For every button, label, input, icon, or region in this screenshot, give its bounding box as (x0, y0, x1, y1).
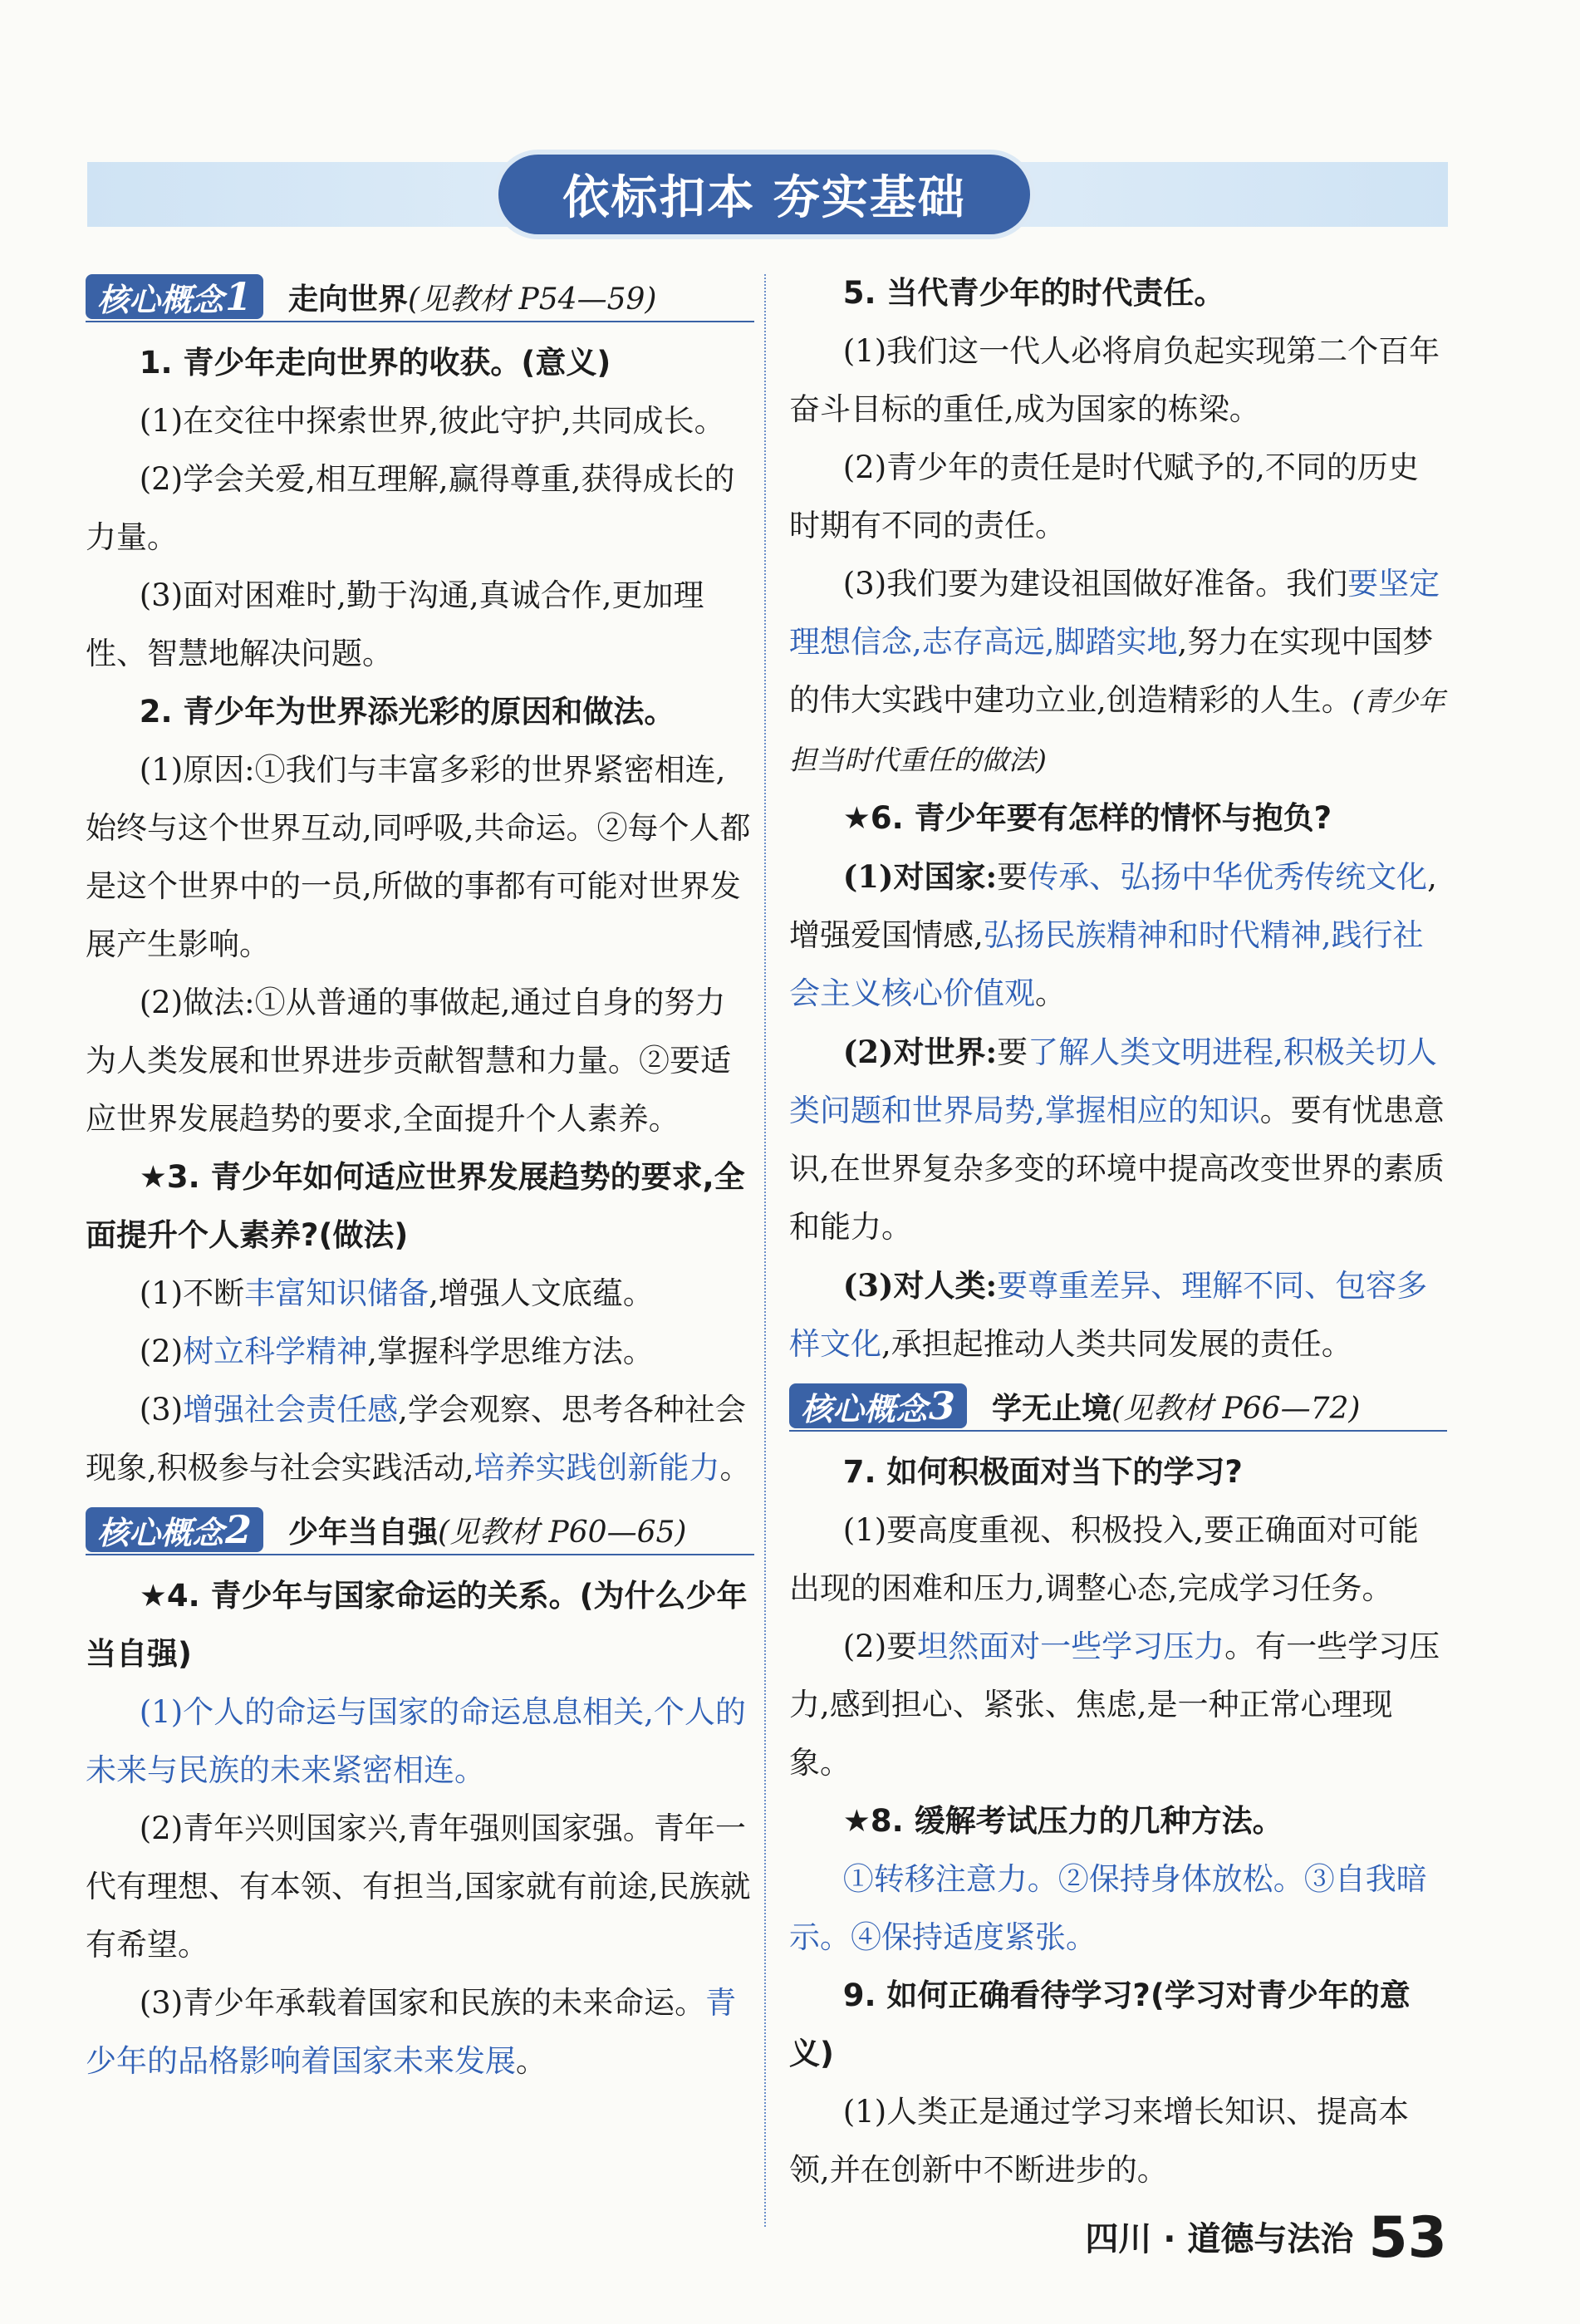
key-point: 要坚定理想信念,志存高远,脚踏实地 (789, 566, 1440, 660)
answer: (2)要坦然面对一些学习压力。有一些学习压力,感到担心、紧张、焦虑,是一种正常心理现象。 (789, 1629, 1440, 1781)
answer: (3)增强社会责任感,学会观察、思考各种社会现象,积极参与社会实践活动,培养实践创新能力。 (86, 1392, 751, 1486)
key-point: 传承、弘扬中华优秀传统文化 (1028, 859, 1428, 895)
answer: (3)面对困难时,勤于沟通,真诚合作,更加理性、智慧地解决问题。 (86, 577, 704, 671)
question-4: ★4. 青少年与国家命运的关系。(为什么少年当自强) (86, 1578, 748, 1672)
question-2: 2. 青少年为世界添光彩的原因和做法。 (139, 694, 675, 730)
answer: ①转移注意力。②保持身体放松。③自我暗示。④保持适度紧张。 (789, 1861, 1427, 1955)
question-9: 9. 如何正确看待学习?(学习对青少年的意义) (789, 1978, 1411, 2071)
concept-title: 学无止境 (992, 1391, 1112, 1426)
answer: (2)青年兴则国家兴,青年强则国家强。青年一代有理想、有本领、有担当,国家就有前途,民族就有希望。 (86, 1811, 751, 1963)
answer: (1)在交往中探索世界,彼此守护,共同成长。 (139, 403, 725, 439)
key-point: 坦然面对一些学习压力 (917, 1629, 1225, 1664)
right-column (789, 264, 1447, 2199)
key-point: 青少年的品格影响着国家未来发展 (86, 1985, 737, 2079)
answer: (1)个人的命运与国家的命运息息相关,个人的未来与民族的未来紧密相连。 (86, 1694, 746, 1788)
concept-2-header (86, 1502, 754, 1557)
answer: (2)学会关爱,相互理解,赢得尊重,获得成长的力量。 (86, 461, 735, 555)
concept-3-header (789, 1378, 1447, 1433)
question-1: 1. 青少年走向世界的收获。(意义) (139, 345, 611, 381)
key-point: 弘扬民族精神和时代精神,践行社会主义核心价值观 (789, 917, 1424, 1011)
answer: (1)要高度重视、积极投入,要正确面对可能出现的困难和压力,调整心态,完成学习任务。 (789, 1512, 1419, 1606)
answer: (1)不断丰富知识储备,增强人文底蕴。 (139, 1275, 654, 1311)
note: (青少年担当时代重任的做法) (789, 685, 1445, 776)
page-footer (1085, 2205, 1447, 2271)
question-7: 7. 如何积极面对当下的学习? (842, 1454, 1243, 1490)
question-5: 5. 当代青少年的时代责任。 (842, 275, 1225, 311)
concept-badge: 核心概念 1 (86, 274, 263, 319)
column-divider (764, 274, 766, 2227)
concept-ref: (见教材 P60—65) (438, 1515, 687, 1550)
answer: (1)人类正是通过学习来增长知识、提高本领,并在创新中不断进步的。 (789, 2094, 1410, 2188)
page-number: 53 (1368, 2205, 1447, 2271)
key-point: 增强社会责任感 (183, 1392, 399, 1427)
concept-ref: (见教材 P54—59) (408, 282, 657, 317)
concept-badge: 核心概念 2 (86, 1507, 263, 1552)
answer: (3)青少年承载着国家和民族的未来命运。青少年的品格影响着国家未来发展。 (86, 1985, 737, 2079)
answer: (2)对世界:要了解人类文明进程,积极关切人类问题和世界局势,掌握相应的知识。要有忧患意识,在世界复杂多变的环境中提高改变世界的素质和能力。 (789, 1034, 1445, 1245)
answer: (2)树立科学精神,掌握科学思维方法。 (139, 1334, 654, 1369)
answer: (1)我们这一代人必将肩负起实现第二个百年奋斗目标的重任,成为国家的栋梁。 (789, 333, 1440, 427)
concept-title: 走向世界 (288, 282, 409, 317)
concept-1-header (86, 269, 754, 324)
key-point: 要尊重差异、理解不同、包容多样文化 (789, 1268, 1428, 1362)
key-point: 树立科学精神 (183, 1334, 368, 1369)
key-point: 了解人类文明进程,积极关切人类问题和世界局势,掌握相应的知识 (789, 1034, 1437, 1128)
answer: (2)青少年的责任是时代赋予的,不同的历史时期有不同的责任。 (789, 450, 1419, 543)
question-8: ★8. 缓解考试压力的几种方法。 (842, 1803, 1283, 1839)
key-point: 丰富知识储备 (244, 1275, 429, 1311)
concept-title: 少年当自强 (288, 1515, 439, 1550)
answer: (2)做法:①从普通的事做起,通过自身的努力为人类发展和世界进步贡献智慧和力量。②要适应世界发展趋势的要求,全面提升个人素养。 (86, 985, 731, 1137)
concept-badge: 核心概念 3 (789, 1383, 967, 1428)
concept-ref: (见教材 P66—72) (1111, 1391, 1361, 1426)
answer: (1)原因:①我们与丰富多彩的世界紧密相连,始终与这个世界互动,同呼吸,共命运。②每个人都是这个世界中的一员,所做的事都有可能对世界发展产生影响。 (86, 752, 751, 962)
left-column (86, 264, 754, 2091)
question-3: ★3. 青少年如何适应世界发展趋势的要求,全面提升个人素养?(做法) (86, 1159, 745, 1253)
question-6: ★6. 青少年要有怎样的情怀与抱负? (842, 800, 1332, 836)
answer: (3)我们要为建设祖国做好准备。我们要坚定理想信念,志存高远,脚踏实地,努力在实现中国梦的伟大实践中建功立业,创造精彩的人生。(青少年担当时代重任的做法) (789, 566, 1445, 776)
key-point: 培养实践创新能力 (474, 1450, 720, 1486)
section-header (498, 155, 1030, 234)
answer: (3)对人类:要尊重差异、理解不同、包容多样文化,承担起推动人类共同发展的责任。 (789, 1267, 1428, 1362)
footer-label: 四川 · 道德与法治 (1085, 2220, 1354, 2258)
answer: (1)对国家:要传承、弘扬中华优秀传统文化,增强爱国情感,弘扬民族精神和时代精神,践行社会主义核心价值观。 (789, 858, 1437, 1011)
section-title: 依标扣本 夯实基础 (562, 171, 966, 225)
